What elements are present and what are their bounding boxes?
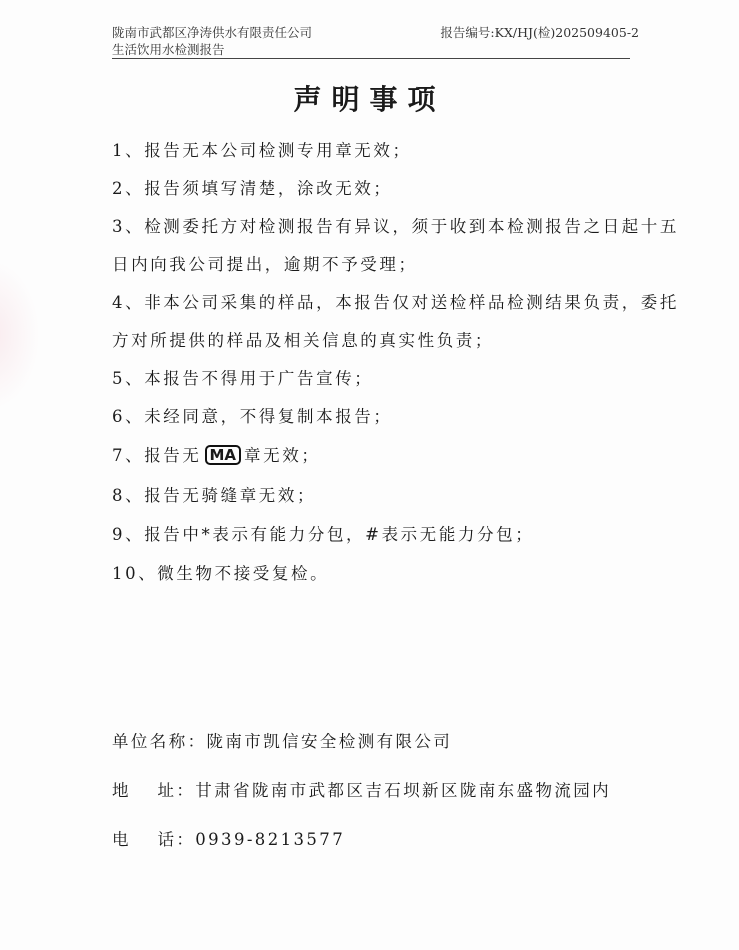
header-divider [112,58,630,59]
statement-line: 1、报告无本公司检测专用章无效； [112,141,412,160]
header-report-number: 报告编号:KX/HJ(检)202509405-2 [440,25,639,40]
unit-name: 单位名称：陇南市凯信安全检测有限公司 [112,732,453,751]
statement-line: 5、本报告不得用于广告宣传； [112,369,374,388]
item7-suffix: 章无效； [244,446,321,465]
statement-line: 3、检测委托方对检测报告有异议，须于收到本检测报告之日起十五 [112,217,679,236]
statement-line: 日内向我公司提出，逾期不予受理； [112,255,418,274]
statement-line: 方对所提供的样品及相关信息的真实性负责； [112,331,494,350]
statement-line-7 [112,442,320,466]
seal-stamp-fragment [0,260,40,410]
statement-line: 6、未经同意，不得复制本报告； [112,407,393,426]
statement-line: 9、报告中*表示有能力分包，#表示无能力分包； [112,525,535,544]
statement-line: 2、报告须填写清楚，涂改无效； [112,179,393,198]
header-company: 陇南市武都区净涛供水有限责任公司 [112,25,313,40]
address: 地 址：甘肃省陇南市武都区吉石坝新区陇南东盛物流园内 [112,781,612,800]
page-title: 声明事项 [293,83,446,116]
phone: 电 话：0939-8213577 [112,830,346,849]
cma-mark-icon: MA [205,445,242,465]
statement-line: 8、报告无骑缝章无效； [112,486,317,505]
statement-line: 4、非本公司采集的样品，本报告仅对送检样品检测结果负责，委托 [112,293,679,312]
statement-line: 10、微生物不接受复检。 [112,564,330,583]
header-report-type: 生活饮用水检测报告 [112,42,225,57]
item7-prefix: 7、报告无 [112,446,202,465]
